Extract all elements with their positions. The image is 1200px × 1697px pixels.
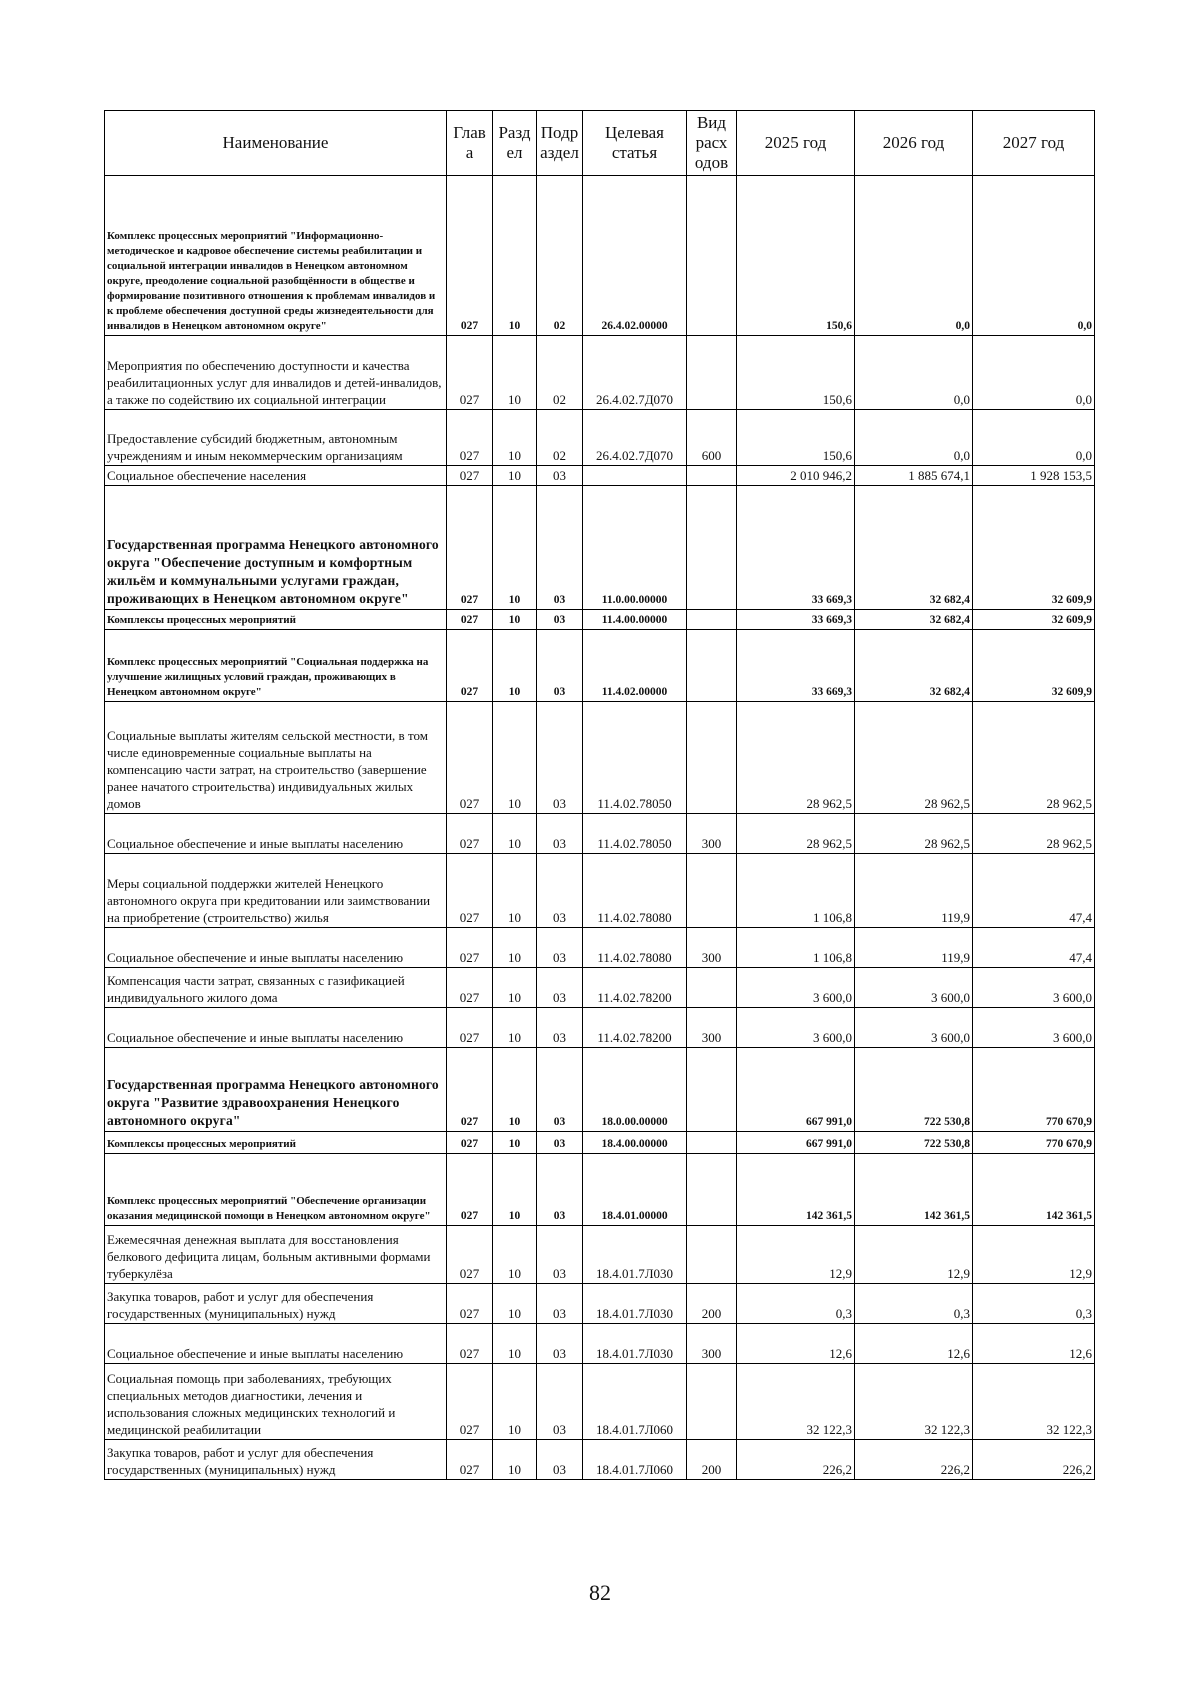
row-2027: 47,4 [973,854,1095,928]
table-row [105,1154,1095,1226]
row-2027: 32 609,9 [973,486,1095,610]
row-2026: 119,9 [855,854,973,928]
row-target: 18.4.01.7Л060 [583,1364,687,1440]
row-name: Предоставление субсидий бюджетным, автономным учреждениям и иным некоммерческим организациям [105,410,447,466]
row-2026: 226,2 [855,1440,973,1480]
row-target: 11.4.02.78080 [583,928,687,968]
row-2027: 3 600,0 [973,968,1095,1008]
row-2025: 28 962,5 [737,702,855,814]
row-expense-type [687,176,737,336]
table-row [105,176,1095,336]
row-chapter: 027 [447,1226,493,1284]
row-subsection: 03 [537,1008,583,1048]
row-2026: 28 962,5 [855,702,973,814]
table-row [105,928,1095,968]
row-2025: 32 122,3 [737,1364,855,1440]
row-2026: 32 682,4 [855,610,973,630]
row-expense-type [687,466,737,486]
row-section: 10 [493,176,537,336]
row-chapter: 027 [447,1008,493,1048]
row-section: 10 [493,1284,537,1324]
row-subsection: 02 [537,410,583,466]
row-name: Меры социальной поддержки жителей Ненецкого автономного округа при кредитовании или заимствовании на приобретение (строительство) жилья [105,854,447,928]
row-target: 11.4.00.00000 [583,610,687,630]
row-2026: 0,0 [855,410,973,466]
row-2027: 28 962,5 [973,702,1095,814]
row-target: 11.4.02.78080 [583,854,687,928]
row-name: Социальные выплаты жителям сельской местности, в том числе единовременные социальные выплаты на компенсацию части затрат, на строительство (завершение ранее начатого строительства) индивидуальных жилых домов [105,702,447,814]
row-section: 10 [493,630,537,702]
table-row [105,854,1095,928]
row-2027: 32 122,3 [973,1364,1095,1440]
row-section: 10 [493,702,537,814]
table-row [105,702,1095,814]
row-section: 10 [493,1324,537,1364]
row-target: 26.4.02.7Д070 [583,336,687,410]
row-subsection: 03 [537,610,583,630]
row-expense-type: 300 [687,814,737,854]
row-name: Закупка товаров, работ и услуг для обеспечения государственных (муниципальных) нужд [105,1284,447,1324]
row-name: Закупка товаров, работ и услуг для обеспечения государственных (муниципальных) нужд [105,1440,447,1480]
header-subsection: Подр аздел [537,111,583,176]
row-2025: 150,6 [737,176,855,336]
row-target: 11.4.02.78050 [583,814,687,854]
row-target: 11.0.00.00000 [583,486,687,610]
row-2025: 12,6 [737,1324,855,1364]
table-row [105,1440,1095,1480]
row-chapter: 027 [447,610,493,630]
row-name: Комплекс процессных мероприятий "Информационно-методическое и кадровое обеспечение системы реабилитации и социальной интеграции инвалидов в Ненецком автономном округе, преодоление социальной разобщённости в обществе и формирование позитивного отношения к проблемам инвалидов и к проблеме обеспечения доступной среды жизнедеятельности для инвалидов в Ненецком автономном округе" [105,176,447,336]
row-section: 10 [493,610,537,630]
row-chapter: 027 [447,702,493,814]
row-name: Государственная программа Ненецкого автономного округа "Развитие здравоохранения Ненецкого автономного округа" [105,1048,447,1132]
row-target: 18.4.01.7Л060 [583,1440,687,1480]
row-2026: 0,0 [855,176,973,336]
budget-table [104,110,1095,1480]
row-2026: 32 122,3 [855,1364,973,1440]
row-2026: 3 600,0 [855,968,973,1008]
row-chapter: 027 [447,466,493,486]
row-2027: 142 361,5 [973,1154,1095,1226]
row-2026: 142 361,5 [855,1154,973,1226]
row-2027: 0,3 [973,1284,1095,1324]
row-section: 10 [493,1226,537,1284]
row-chapter: 027 [447,176,493,336]
row-subsection: 03 [537,814,583,854]
row-target: 26.4.02.00000 [583,176,687,336]
row-expense-type [687,1154,737,1226]
row-2027: 32 609,9 [973,630,1095,702]
row-2025: 667 991,0 [737,1048,855,1132]
row-target: 11.4.02.78200 [583,968,687,1008]
table-header-row [105,111,1095,176]
row-section: 10 [493,1154,537,1226]
row-subsection: 03 [537,486,583,610]
row-2025: 667 991,0 [737,1132,855,1154]
row-expense-type [687,610,737,630]
row-subsection: 03 [537,1324,583,1364]
header-name: Наименование [105,111,447,176]
row-expense-type [687,1132,737,1154]
table-row [105,1284,1095,1324]
row-target: 18.4.01.7Л030 [583,1324,687,1364]
table-row [105,1132,1095,1154]
row-name: Социальное обеспечение и иные выплаты населению [105,814,447,854]
row-section: 10 [493,410,537,466]
row-2025: 142 361,5 [737,1154,855,1226]
row-2027: 32 609,9 [973,610,1095,630]
row-2027: 0,0 [973,410,1095,466]
row-chapter: 027 [447,1284,493,1324]
row-2027: 770 670,9 [973,1132,1095,1154]
row-chapter: 027 [447,486,493,610]
row-expense-type: 300 [687,1324,737,1364]
row-2027: 1 928 153,5 [973,466,1095,486]
row-2026: 1 885 674,1 [855,466,973,486]
row-2026: 3 600,0 [855,1008,973,1048]
table-row [105,968,1095,1008]
row-expense-type [687,486,737,610]
row-name: Комплекс процессных мероприятий "Обеспечение организации оказания медицинской помощи в Ненецком автономном округе" [105,1154,447,1226]
row-subsection: 03 [537,630,583,702]
row-section: 10 [493,1364,537,1440]
header-expense-type: Вид расх одов [687,111,737,176]
header-2025: 2025 год [737,111,855,176]
row-subsection: 03 [537,968,583,1008]
row-2027: 12,6 [973,1324,1095,1364]
page-number: 82 [589,1580,611,1605]
table-row [105,466,1095,486]
row-subsection: 03 [537,1048,583,1132]
row-2025: 1 106,8 [737,854,855,928]
row-target: 11.4.02.00000 [583,630,687,702]
row-2025: 28 962,5 [737,814,855,854]
row-subsection: 02 [537,176,583,336]
row-2025: 2 010 946,2 [737,466,855,486]
row-subsection: 03 [537,928,583,968]
row-target [583,466,687,486]
row-section: 10 [493,486,537,610]
row-expense-type: 200 [687,1440,737,1480]
row-2025: 33 669,3 [737,630,855,702]
row-2025: 150,6 [737,336,855,410]
row-subsection: 03 [537,854,583,928]
header-2026: 2026 год [855,111,973,176]
row-2025: 33 669,3 [737,610,855,630]
row-subsection: 03 [537,702,583,814]
row-2025: 12,9 [737,1226,855,1284]
row-expense-type [687,702,737,814]
row-2027: 3 600,0 [973,1008,1095,1048]
row-2025: 0,3 [737,1284,855,1324]
row-subsection: 03 [537,1154,583,1226]
row-subsection: 03 [537,1364,583,1440]
table-row [105,486,1095,610]
row-2025: 33 669,3 [737,486,855,610]
table-row [105,610,1095,630]
row-expense-type: 200 [687,1284,737,1324]
row-section: 10 [493,466,537,486]
row-section: 10 [493,1008,537,1048]
row-target: 18.4.01.7Л030 [583,1284,687,1324]
row-2025: 1 106,8 [737,928,855,968]
row-2026: 722 530,8 [855,1048,973,1132]
row-subsection: 03 [537,466,583,486]
header-2027: 2027 год [973,111,1095,176]
row-name: Мероприятия по обеспечению доступности и качества реабилитационных услуг для инвалидов и детей-инвалидов, а также по содействию их социальной интеграции [105,336,447,410]
row-expense-type [687,1364,737,1440]
header-section: Разд ел [493,111,537,176]
table-row [105,410,1095,466]
row-2026: 32 682,4 [855,486,973,610]
row-expense-type: 300 [687,928,737,968]
row-name: Комплекс процессных мероприятий "Социальная поддержка на улучшение жилищных условий граждан, проживающих в Ненецком автономном округе" [105,630,447,702]
table-row [105,1008,1095,1048]
row-chapter: 027 [447,630,493,702]
row-expense-type [687,968,737,1008]
header-chapter: Глав а [447,111,493,176]
row-2025: 226,2 [737,1440,855,1480]
row-chapter: 027 [447,336,493,410]
row-expense-type [687,630,737,702]
row-expense-type: 600 [687,410,737,466]
row-2027: 47,4 [973,928,1095,968]
row-chapter: 027 [447,410,493,466]
row-chapter: 027 [447,1364,493,1440]
row-chapter: 027 [447,854,493,928]
row-target: 11.4.02.78050 [583,702,687,814]
row-2027: 0,0 [973,176,1095,336]
row-target: 18.4.01.7Л030 [583,1226,687,1284]
table-row [105,1324,1095,1364]
row-2026: 722 530,8 [855,1132,973,1154]
header-target: Целевая статья [583,111,687,176]
row-section: 10 [493,1440,537,1480]
row-section: 10 [493,1048,537,1132]
row-expense-type [687,854,737,928]
row-chapter: 027 [447,1048,493,1132]
row-name: Социальное обеспечение и иные выплаты населению [105,1008,447,1048]
row-section: 10 [493,968,537,1008]
row-name: Комплексы процессных мероприятий [105,1132,447,1154]
table-row [105,1364,1095,1440]
row-2027: 0,0 [973,336,1095,410]
row-chapter: 027 [447,1440,493,1480]
row-name: Социальное обеспечение и иные выплаты населению [105,928,447,968]
row-2025: 3 600,0 [737,1008,855,1048]
row-target: 26.4.02.7Д070 [583,410,687,466]
row-subsection: 03 [537,1226,583,1284]
row-name: Ежемесячная денежная выплата для восстановления белкового дефицита лицам, больным активными формами туберкулёза [105,1226,447,1284]
row-name: Социальное обеспечение и иные выплаты населению [105,1324,447,1364]
row-2026: 32 682,4 [855,630,973,702]
row-expense-type [687,1226,737,1284]
table-row [105,814,1095,854]
row-expense-type [687,336,737,410]
row-name: Компенсация части затрат, связанных с газификацией индивидуального жилого дома [105,968,447,1008]
row-subsection: 02 [537,336,583,410]
row-2027: 770 670,9 [973,1048,1095,1132]
row-chapter: 027 [447,928,493,968]
row-chapter: 027 [447,1324,493,1364]
row-subsection: 03 [537,1284,583,1324]
row-chapter: 027 [447,1132,493,1154]
row-chapter: 027 [447,968,493,1008]
row-section: 10 [493,336,537,410]
row-2026: 12,6 [855,1324,973,1364]
row-chapter: 027 [447,1154,493,1226]
row-chapter: 027 [447,814,493,854]
table-row [105,1226,1095,1284]
row-2027: 28 962,5 [973,814,1095,854]
row-name: Социальное обеспечение населения [105,466,447,486]
row-target: 18.0.00.00000 [583,1048,687,1132]
row-subsection: 03 [537,1132,583,1154]
row-2027: 12,9 [973,1226,1095,1284]
table-row [105,630,1095,702]
row-section: 10 [493,814,537,854]
row-2026: 0,0 [855,336,973,410]
row-target: 18.4.01.00000 [583,1154,687,1226]
row-expense-type [687,1048,737,1132]
row-2025: 150,6 [737,410,855,466]
row-subsection: 03 [537,1440,583,1480]
row-expense-type: 300 [687,1008,737,1048]
row-name: Комплексы процессных мероприятий [105,610,447,630]
row-2026: 28 962,5 [855,814,973,854]
row-2025: 3 600,0 [737,968,855,1008]
row-target: 11.4.02.78200 [583,1008,687,1048]
row-2027: 226,2 [973,1440,1095,1480]
row-target: 18.4.00.00000 [583,1132,687,1154]
row-2026: 119,9 [855,928,973,968]
row-2026: 0,3 [855,1284,973,1324]
row-name: Социальная помощь при заболеваниях, требующих специальных методов диагностики, лечения и использования сложных медицинских технологий и медицинской реабилитации [105,1364,447,1440]
row-2026: 12,9 [855,1226,973,1284]
table-row [105,1048,1095,1132]
row-section: 10 [493,854,537,928]
table-row [105,336,1095,410]
row-section: 10 [493,928,537,968]
row-name: Государственная программа Ненецкого автономного округа "Обеспечение доступным и комфортным жильём и коммунальными услугами граждан, проживающих в Ненецком автономном округе" [105,486,447,610]
row-section: 10 [493,1132,537,1154]
